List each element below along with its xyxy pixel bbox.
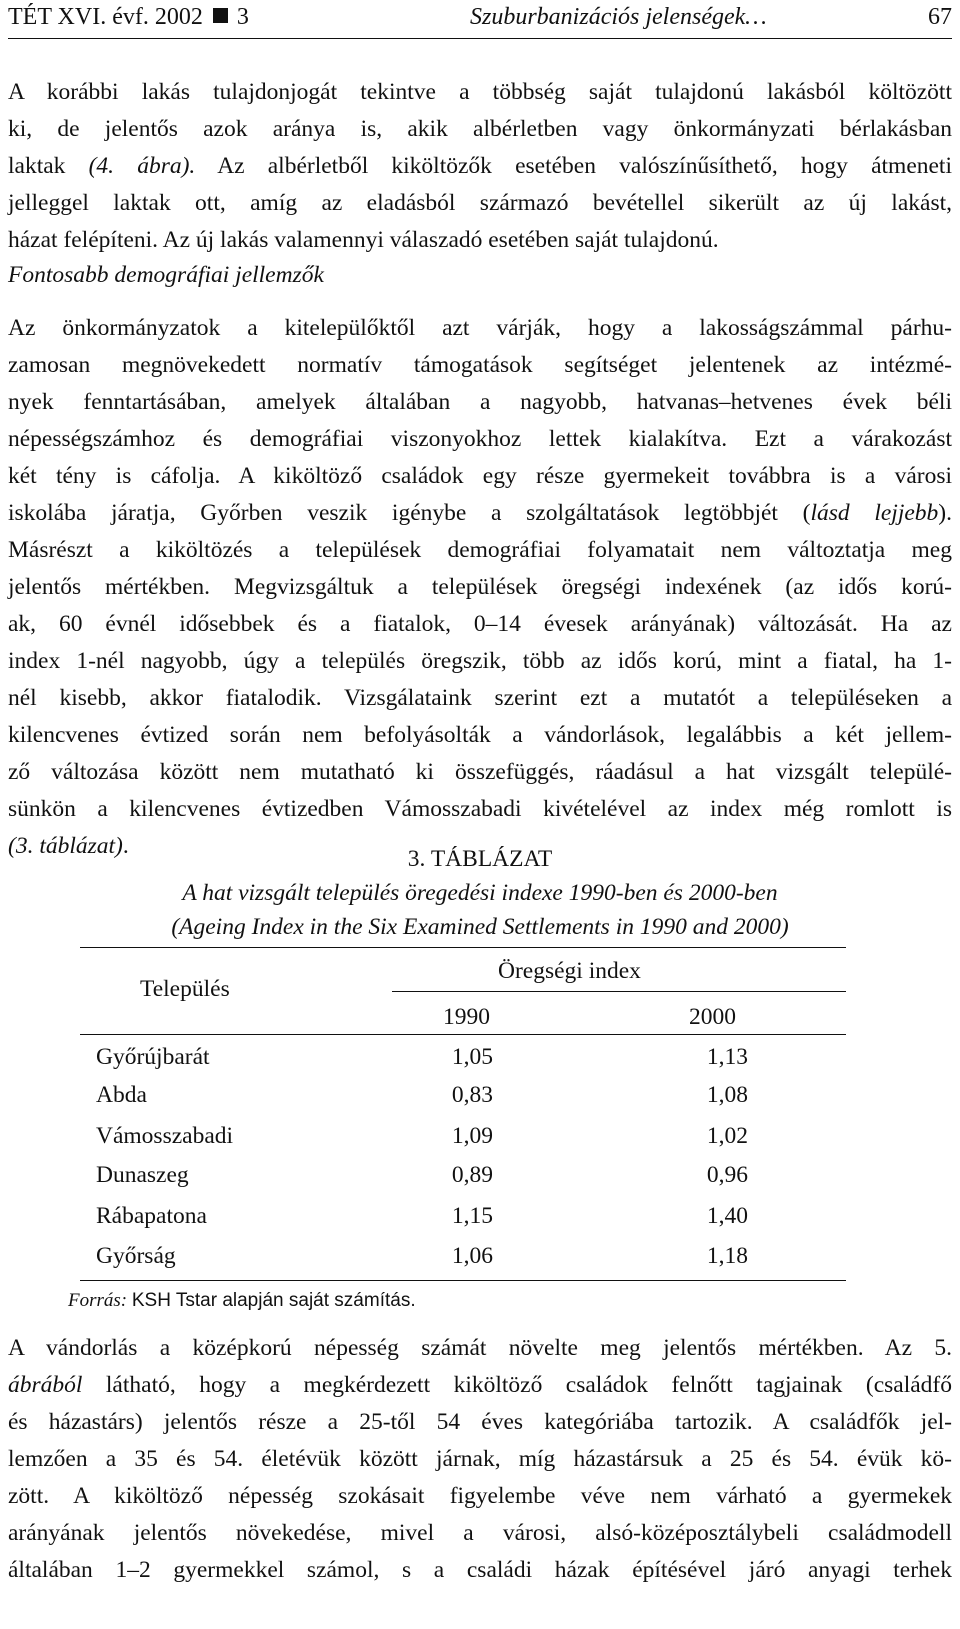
running-header <box>8 4 952 39</box>
value-2000: 1,02 <box>706 1123 748 1149</box>
value-1990: 0,83 <box>451 1082 493 1108</box>
table-title-hungarian: A hat vizsgált település öregedési indexe 1990-ben és 2000-ben <box>182 880 778 906</box>
intro-paragraph <box>8 74 952 259</box>
text-line: Másrészt a kiköltözés a települések demográfiai folyamatait nem változtatja meg <box>8 537 952 563</box>
text-fragment: Az albérletből kiköltözők esetében valószínűsíthető, hogy átmeneti <box>217 153 952 179</box>
text-line: nél kisebb, akkor fiatalodik. Vizsgálataink szerint ezt a mutatót a településeken a <box>8 685 952 711</box>
text-line: zamosan megnövekedett normatív támogatások segítséget jelentenek az intézmé- <box>8 352 952 378</box>
column-header-settlement: Település <box>140 976 230 1002</box>
text-fragment: . <box>122 833 129 859</box>
table-title-english: (Ageing Index in the Six Examined Settlements in 1990 and 2000) <box>171 914 789 940</box>
text-line: jelentős mértékben. Megvizsgáltuk a települések öregségi indexének (az idős korú- <box>8 574 952 600</box>
text-line: lemzően a 35 és 54. életévük között járnak, míg házastársuk a 25 és 54. évük kö- <box>8 1446 952 1472</box>
value-1990: 1,09 <box>451 1123 493 1149</box>
text-line: ző változása között nem mutatható ki összefüggés, ráadásul a hat vizsgált települé- <box>8 759 952 785</box>
value-1990: 1,06 <box>451 1243 493 1269</box>
text-line: A korábbi lakás tulajdonjogát tekintve a többség saját tulajdonú lakásból költözött <box>8 79 952 105</box>
text-fragment: ). <box>938 500 952 526</box>
settlement-name: Dunaszeg <box>96 1162 189 1188</box>
text-line: két tény is cáfolja. A kiköltöző családok egy része gyermekeit továbbra is a városi <box>8 463 952 489</box>
source-text: KSH Tstar alapján saját számítás. <box>131 1290 416 1311</box>
settlement-name: Rábapatona <box>96 1203 207 1229</box>
settlement-name: Győrújbarát <box>96 1044 210 1070</box>
text-line: népességszámhoz és demográfiai viszonyokhoz lettek kialakítva. Ezt a várakozást <box>8 426 952 452</box>
text-line: és házastárs) jelentős része a 25-től 54 éves kategóriába tartozik. A családfők jel- <box>8 1409 952 1435</box>
text-line: házat felépíteni. Az új lakás valamennyi válaszadó esetében saját tulajdonú. <box>8 227 719 253</box>
issue-number: 3 <box>236 4 249 30</box>
table-header-rule <box>80 1034 846 1035</box>
text-line: jelleggel laktak ott, amíg az eladásból származó bevétellel sikerült az új lakást, <box>8 190 952 216</box>
value-2000: 1,08 <box>706 1082 748 1108</box>
value-2000: 0,96 <box>706 1162 748 1188</box>
journal-info <box>8 4 249 31</box>
value-1990: 1,05 <box>451 1044 493 1070</box>
cross-reference: lásd lejjebb <box>810 500 939 526</box>
journal-name: TÉT XVI. évf. 2002 <box>8 4 203 30</box>
closing-paragraph <box>8 1330 952 1589</box>
value-2000: 1,13 <box>706 1044 748 1070</box>
text-fragment: látható, hogy a megkérdezett kiköltöző családok felnőtt tagjainak (családfő <box>82 1372 952 1398</box>
column-group-header: Öregségi index <box>498 958 641 984</box>
figure-reference: (4. ábra). <box>88 153 196 179</box>
text-line <box>8 495 952 532</box>
settlement-name: Abda <box>96 1082 147 1108</box>
table-reference: (3. táblázat) <box>8 833 123 859</box>
text-line: kilencvenes évtized során nem befolyásolták a vándorlások, legalábbis a két jellem- <box>8 722 952 748</box>
value-1990: 1,15 <box>451 1203 493 1229</box>
text-line: A vándorlás a középkorú népesség számát növelte meg jelentős mértékben. Az 5. <box>8 1335 952 1361</box>
table-subheader-rule <box>392 991 846 992</box>
text-line: zött. A kiköltöző népesség szokásait figyelembe véve nem várható a gyermekek <box>8 1483 952 1509</box>
figure-reference: ábrából <box>8 1372 83 1398</box>
text-line: ki, de jelentős azok aránya is, akik albérletben vagy önkormányzati bérlakásban <box>8 116 952 142</box>
section-heading: Fontosabb demográfiai jellemzők <box>8 262 324 288</box>
table-top-rule <box>80 947 846 948</box>
text-line: ak, 60 évnél idősebbek és a fiatalok, 0–14 évesek arányának) változását. Ha az <box>8 611 952 637</box>
running-title: Szuburbanizációs jelenségek… <box>470 4 767 30</box>
value-1990: 0,89 <box>451 1162 493 1188</box>
value-2000: 1,40 <box>706 1203 748 1229</box>
text-line: sünkön a kilencvenes évtizedben Vámosszabadi kivételével az index még romlott is <box>8 796 952 822</box>
settlement-name: Győrság <box>96 1243 176 1269</box>
settlement-name: Vámosszabadi <box>96 1123 234 1149</box>
square-bullet-icon <box>213 8 228 23</box>
text-line: index 1-nél nagyobb, úgy a település öregszik, több az idős korú, mint a fiatal, ha 1- <box>8 648 952 674</box>
value-2000: 1,18 <box>706 1243 748 1269</box>
source-label: Forrás: <box>68 1290 128 1311</box>
text-line: arányának jelentős növekedése, mivel a városi, alsó-középosztálybeli családmodell <box>8 1520 952 1546</box>
text-line: nyek fenntartásában, amelyek általában a nagyobb, hatvanas–hetvenes évek béli <box>8 389 952 415</box>
table-bottom-rule <box>80 1280 846 1281</box>
table-number: 3. TÁBLÁZAT <box>407 846 553 872</box>
column-header-2000: 2000 <box>689 1004 736 1030</box>
table-source-note <box>68 1290 416 1312</box>
text-line: általában 1–2 gyermekkel számol, s a családi házak építésével járó anyagi terhek <box>8 1557 952 1583</box>
text-line: Az önkormányzatok a kitelepülőktől azt várják, hogy a lakosságszámmal párhu- <box>8 315 952 341</box>
page-number: 67 <box>928 4 952 30</box>
text-fragment: iskolába járatja, Győrben veszik igénybe a szolgáltatások legtöbbjét ( <box>8 500 811 526</box>
text-line <box>8 148 952 185</box>
text-fragment: laktak <box>8 153 89 179</box>
body-paragraph <box>8 310 952 865</box>
column-header-1990: 1990 <box>443 1004 490 1030</box>
text-line <box>8 1367 952 1404</box>
